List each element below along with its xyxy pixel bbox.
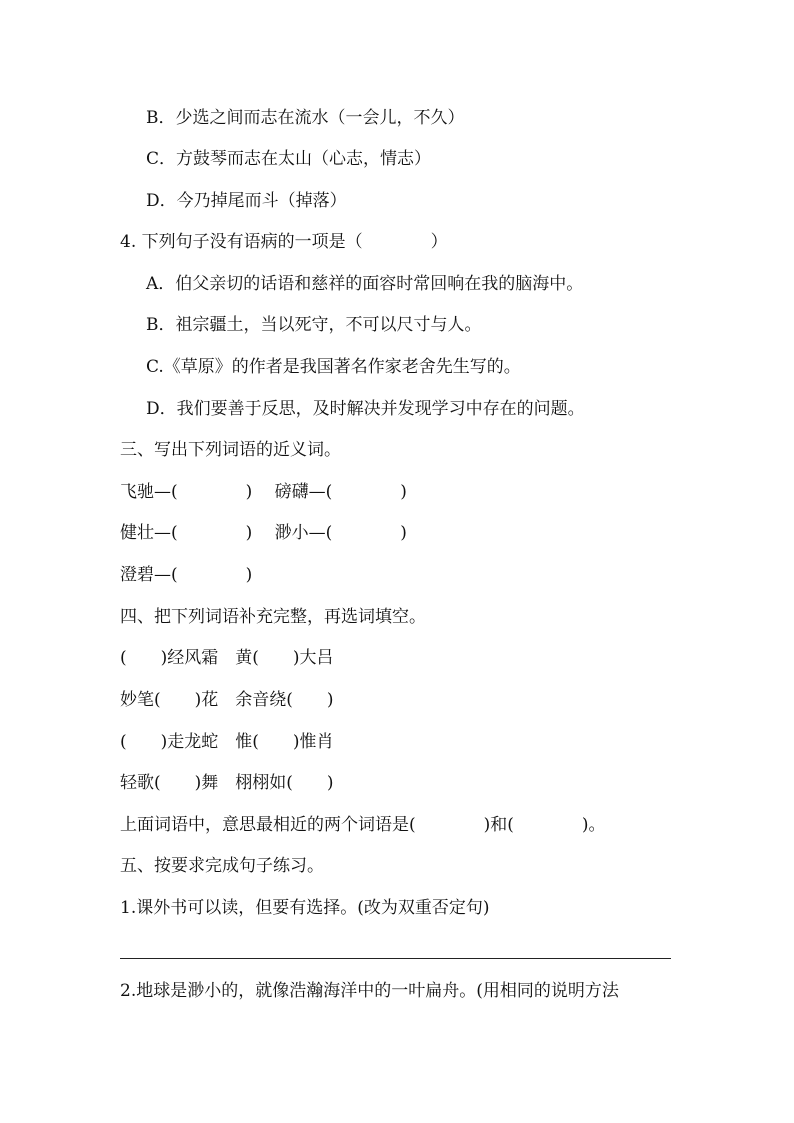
answer-line[interactable] [120, 958, 671, 959]
q4-option-b: B．祖宗疆土，当以死守，不可以尺寸与人。 [146, 315, 482, 335]
idiom-row-3: ( )走龙蛇 惟( )惟肖 [120, 732, 334, 752]
section4-title: 四、把下列词语补充完整，再选词填空。 [120, 607, 426, 627]
q3-option-b: B．少选之间而志在流水（一会儿，不久） [146, 108, 465, 128]
sentence-item-1: 1.课外书可以读，但要有选择。(改为双重否定句) [120, 898, 490, 918]
idiom-row-4: 轻歌( )舞 栩栩如( ) [120, 773, 334, 793]
q4-stem: 4. 下列句子没有语病的一项是（ ） [120, 232, 448, 252]
synonym-row-2: 健壮—( ) 渺小—( ) [120, 523, 407, 543]
q4-option-d: D．我们要善于反思，及时解决并发现学习中存在的问题。 [146, 399, 585, 419]
section5-title: 五、按要求完成句子练习。 [120, 856, 324, 876]
q4-option-c: C.《草原》的作者是我国著名作家老舍先生写的。 [146, 357, 521, 377]
q4-option-a: A．伯父亲切的话语和慈祥的面容时常回响在我的脑海中。 [146, 274, 584, 294]
idiom-row-1: ( )经风霜 黄( )大吕 [120, 648, 334, 668]
synonym-row-1: 飞驰—( ) 磅礴—( ) [120, 482, 407, 502]
idiom-fill-sentence: 上面词语中，意思最相近的两个词语是( )和( )。 [120, 815, 606, 835]
q3-option-d: D．今乃掉尾而斗（掉落） [146, 191, 347, 211]
synonym-row-3: 澄碧—( ) [120, 565, 253, 585]
section3-title: 三、写出下列词语的近义词。 [120, 440, 341, 460]
idiom-row-2: 妙笔( )花 余音绕( ) [120, 690, 334, 710]
sentence-item-2: 2.地球是渺小的，就像浩瀚海洋中的一叶扁舟。(用相同的说明方法 [120, 981, 619, 1001]
q3-option-c: C．方鼓琴而志在太山（心志，情志） [146, 149, 432, 169]
